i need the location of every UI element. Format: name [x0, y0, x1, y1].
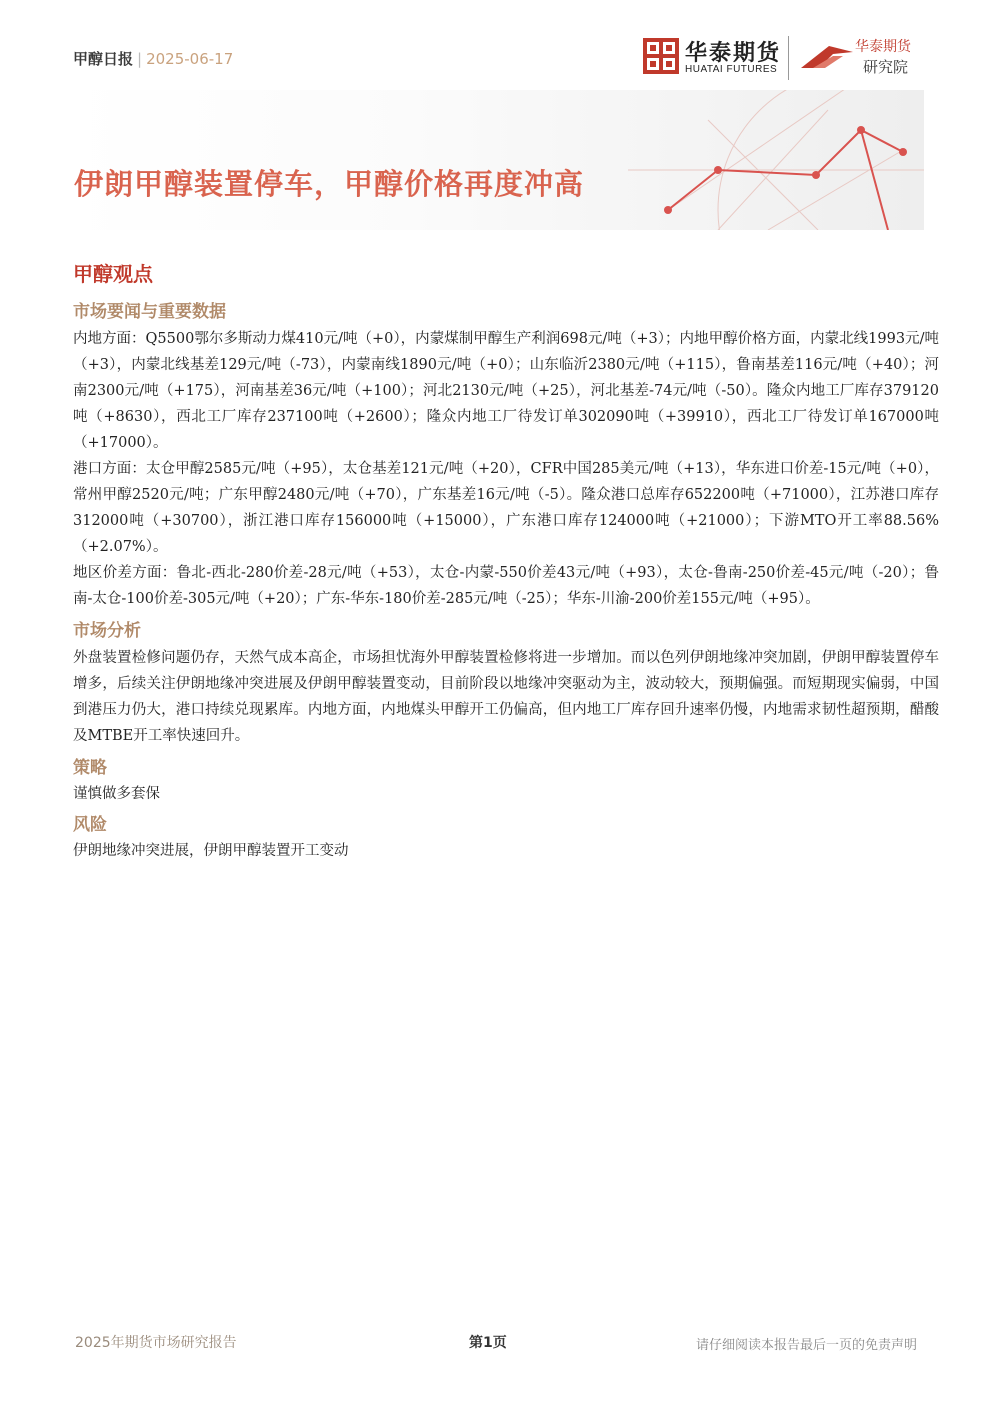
company-logo: [643, 36, 928, 82]
report-type: 甲醇日报: [73, 50, 134, 68]
risk-heading: 风险: [73, 815, 107, 835]
main-content: [73, 258, 939, 863]
company-name-en: HUATAI FUTURES: [685, 64, 778, 75]
report-header: [73, 48, 233, 69]
report-title: 伊朗甲醇装置停车，甲醇价格再度冲高: [74, 167, 585, 201]
strategy-heading: 策略: [73, 758, 107, 778]
footer-report-name: 2025年期货市场研究报告: [75, 1335, 237, 1351]
page-number: 第1页: [469, 1335, 507, 1351]
page-footer: [75, 1332, 917, 1356]
report-date: 2025-06-17: [146, 50, 234, 68]
institute-name-line1: 华泰期货: [855, 39, 911, 55]
disclaimer-note: 请仔细阅读本报告最后一页的免责声明: [695, 1338, 917, 1353]
institute-logo-icon: [799, 38, 855, 74]
risk-text: 伊朗地缘冲突进展，伊朗甲醇装置开工变动: [73, 843, 349, 859]
section-title: 甲醇观点: [73, 262, 153, 286]
huatai-logo-icon: [643, 38, 679, 74]
port-paragraph: 港口方面：太仓甲醇2585元/吨（+95），太仓基差121元/吨（+20），CFR中国285美元/吨（+13），华东进口价差-15元/吨（+0），常州甲醇2520元/吨；广东甲醇2480元/吨（+70），广东基差16元/吨（-5）。隆众港口总库存652200吨（+71000），江苏港口库存312000吨（+30700），浙江港口库存156000吨（+15000），广东港口库存124000吨（+21000）；下游MTO开工率88.56%（+2.07%）。: [73, 461, 939, 555]
spread-paragraph: 地区价差方面：鲁北-西北-280价差-28元/吨（+53），太仓-内蒙-550价差43元/吨（+93），太仓-鲁南-250价差-45元/吨（-20）；鲁南-太仓-100价差-305元/吨（+20）；广东-华东-180价差-285元/吨（-25）；华东-川渝-200价差155元/吨（+95）。: [73, 565, 939, 607]
market-analysis-heading: 市场分析: [73, 621, 141, 641]
market-news-heading: 市场要闻与重要数据: [73, 302, 226, 322]
market-analysis-text: 外盘装置检修问题仍存，天然气成本高企，市场担忧海外甲醇装置检修将进一步增加。而以色列伊朗地缘冲突加剧，伊朗甲醇装置停车增多，后续关注伊朗地缘冲突进展及伊朗甲醇装置变动，目前阶段以地缘冲突驱动为主，波动较大，预期偏强。而短期现实偏弱，中国到港压力仍大，港口持续兑现累库。内地方面，内地煤头甲醇开工仍偏高，但内地工厂库存回升速率仍慢，内地需求韧性超预期，醋酸及MTBE开工率快速回升。: [73, 650, 939, 744]
company-name-cn: 华泰期货: [685, 41, 782, 66]
logo-divider: [788, 36, 789, 80]
inland-paragraph: 内地方面：Q5500鄂尔多斯动力煤410元/吨（+0），内蒙煤制甲醇生产利润698元/吨（+3）；内地甲醇价格方面，内蒙北线1993元/吨（+3），内蒙北线基差129元/吨（-73），内蒙南线1890元/吨（+0）；山东临沂2380元/吨（+115），鲁南基差116元/吨（+40）；河南2300元/吨（+175），河南基差36元/吨（+100）；河北2130元/吨（+25），河北基差-74元/吨（-50）。隆众内地工厂库存379120吨（+8630），西北工厂库存237100吨（+2600）；隆众内地工厂待发订单302090吨（+39910），西北工厂待发订单167000吨（+17000）。: [73, 331, 939, 451]
network-graphic-icon: [68, 90, 924, 230]
institute-name-line2: 研究院: [863, 58, 909, 76]
header-separator: |: [137, 50, 143, 68]
strategy-text: 谨慎做多套保: [73, 786, 160, 802]
title-banner: [68, 90, 924, 230]
